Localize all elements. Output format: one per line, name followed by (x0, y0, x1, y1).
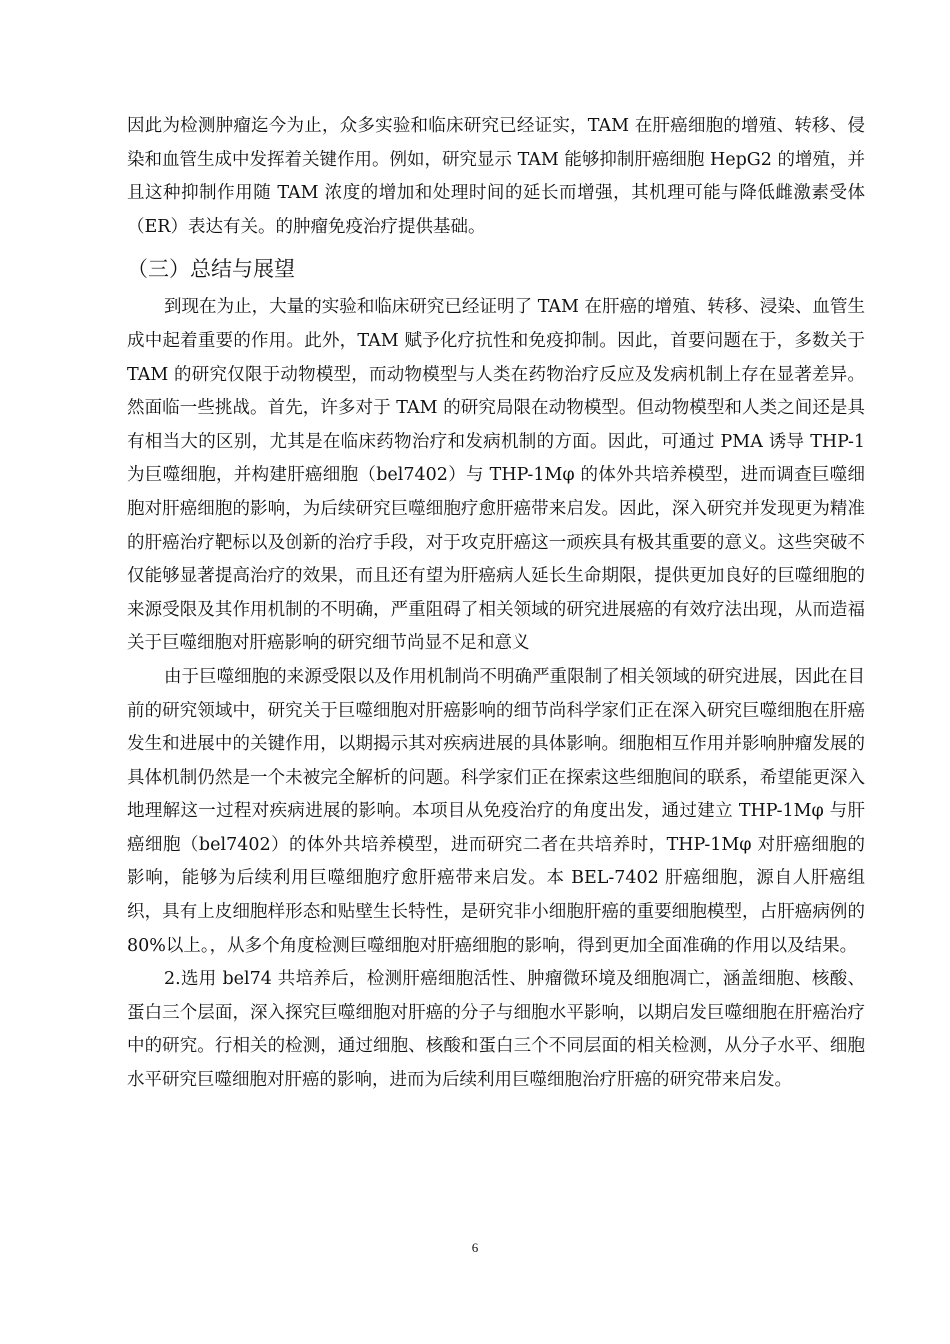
method-paragraph: 2.选用 bel74 共培养后，检测肝癌细胞活性、肿瘤微环境及细胞凋亡，涵盖细胞、核酸、蛋白三个层面，深入探究巨噬细胞对肝癌的分子与细胞水平影响，以期启发巨噬细胞在肝癌治疗中的研究。行相关的检测，通过细胞、核酸和蛋白三个不同层面的相关检测，从分子水平、细胞水平研究巨噬细胞对肝癌的影响，进而为后续利用巨噬细胞治疗肝癌的研究带来启发。 (127, 969, 865, 1091)
page-body (127, 110, 865, 1098)
intro-paragraph: 因此为检测肿瘤迄今为止，众多实验和临床研究已经证实，TAM 在肝癌细胞的增殖、转移、侵染和血管生成中发挥着关键作用。例如，研究显示 TAM 能够抑制肝癌细胞 HepG2 的增殖，并且这种抑制作用随 TAM 浓度的增加和处理时间的延长而增强，其机理可能与降低雌激素受体（ER）表达有关。的肿瘤免疫治疗提供基础。 (127, 116, 865, 237)
research-paragraph: 由于巨噬细胞的来源受限以及作用机制尚不明确严重限制了相关领域的研究进展，因此在目前的研究领域中，研究关于巨噬细胞对肝癌影响的细节尚科学家们正在深入研究巨噬细胞在肝癌发生和进展中的关键作用，以期揭示其对疾病进展的具体影响。细胞相互作用并影响肿瘤发展的具体机制仍然是一个未被完全解析的问题。科学家们正在探索这些细胞间的联系，希望能更深入地理解这一过程对疾病进展的影响。本项目从免疫治疗的角度出发，通过建立 THP-1Mφ 与肝癌细胞（bel7402）的体外共培养模型，进而研究二者在共培养时，THP-1Mφ 对肝癌细胞的影响，能够为后续利用巨噬细胞疗愈肝癌带来启发。本 BEL-7402 肝癌细胞，源自人肝癌组织，具有上皮细胞样形态和贴壁生长特性，是研究非小细胞肝癌的重要细胞模型，占肝癌病例的 80%以上。，从多个角度检测巨噬细胞对肝癌细胞的影响，得到更加全面准确的作用以及结果。 (127, 666, 865, 956)
section-heading: （三）总结与展望 (127, 257, 295, 282)
summary-paragraph: 到现在为止，大量的实验和临床研究已经证明了 TAM 在肝癌的增殖、转移、浸染、血管生成中起着重要的作用。此外，TAM 赋予化疗抗性和免疫抑制。因此，首要问题在于，多数关于 TAM 的研究仅限于动物模型，而动物模型与人类在药物治疗反应及发病机制上存在显著差异。然面临一些挑战。首先，许多对于 TAM 的研究局限在动物模型。但动物模型和人类之间还是具有相当大的区别，尤其是在临床药物治疗和发病机制的方面。因此，可通过 PMA 诱导 THP-1 为巨噬细胞，并构建肝癌细胞（bel7402）与 THP-1Mφ 的体外共培养模型，进而调查巨噬细胞对肝癌细胞的影响，为后续研究巨噬细胞疗愈肝癌带来启发。因此，深入研究并发现更为精准的肝癌治疗靶标以及创新的治疗手段，对于攻克肝癌这一顽疾具有极其重要的意义。这些突破不仅能够显著提高治疗的效果，而且还有望为肝癌病人延长生命期限，提供更加良好的巨噬细胞的来源受限及其作用机制的不明确，严重阻碍了相关领域的研究进展癌的有效疗法出现，从而造福关于巨噬细胞对肝癌影响的研究细节尚显不足和意义 (127, 297, 865, 654)
page-number: 6 (471, 1240, 479, 1255)
